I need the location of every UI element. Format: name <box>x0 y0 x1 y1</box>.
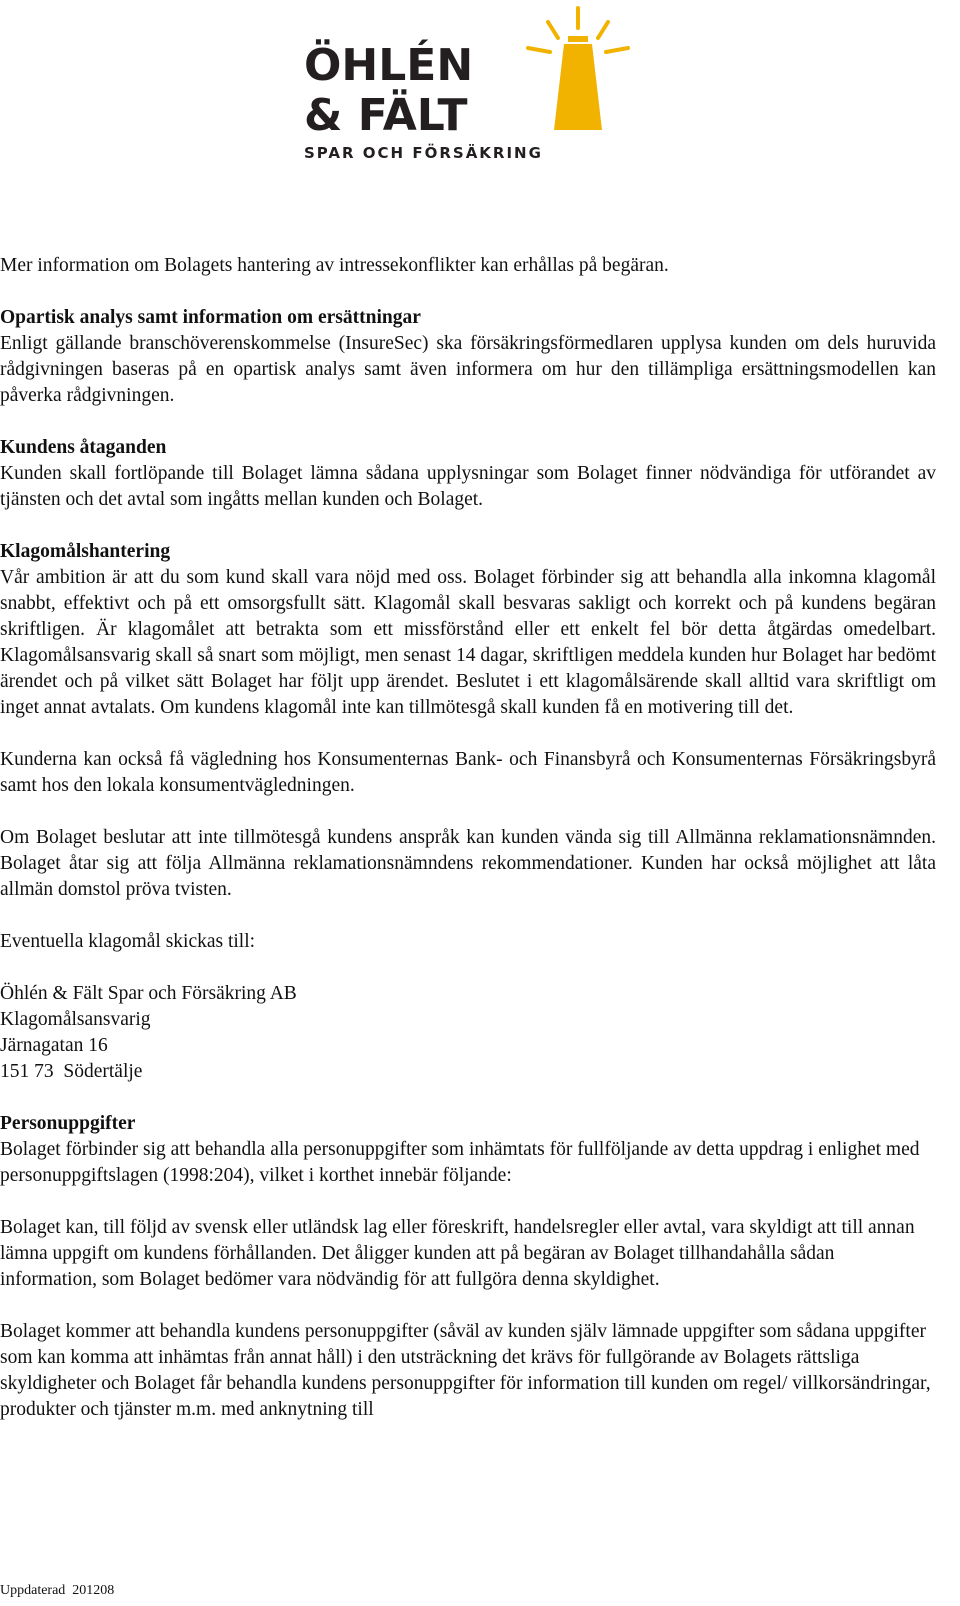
heading-ataganden: Kundens åtaganden <box>0 437 167 458</box>
heading-opartisk: Opartisk analys samt information om ersättningar <box>0 307 421 328</box>
paragraph-ataganden: Kunden skall fortlöpande till Bolaget lämna sådana upplysningar som Bolaget finner nödvändiga för utförandet av tjänsten och det avtal som ingåtts mellan kunden och Bolaget. <box>0 463 936 510</box>
paragraph-personuppgifter-3: Bolaget kommer att behandla kundens personuppgifter (såväl av kunden själv lämnade uppgifter som sådana uppgifter som kan komma att inhämtas från annat håll) i den utsträckning det krävs för fullgörande av Bolagets rättsliga skyldigheter och Bolaget får behandla kundens personuppgifter för information till kunden om regel/ villkorsändringar, produkter och tjänster m.m. med anknytning till <box>0 1321 931 1420</box>
heading-klagomal: Klagomålshantering <box>0 541 171 562</box>
logo-line-2: & FÄLT <box>304 90 468 141</box>
heading-personuppgifter: Personuppgifter <box>0 1113 136 1134</box>
paragraph-personuppgifter-2: Bolaget kan, till följd av svensk eller utländsk lag eller föreskrift, handelsregler eller avtal, vara skyldigt att till annan lämna uppgift om kundens förhållanden. Det åligger kunden att på begäran av Bolaget tillhandahålla sådan information, som Bolaget bedömer vara nödvändig för att fullgöra denna skyldighet. <box>0 1217 915 1290</box>
logo-tagline: SPAR OCH FÖRSÄKRING <box>304 144 543 162</box>
lighthouse-icon <box>554 36 602 130</box>
paragraph-klagomal-3: Om Bolaget beslutar att inte tillmötesgå kundens anspråk kan kunden vända sig till Allmänna reklamationsnämnden. Bolaget åtar sig att följa Allmänna reklamationsnämndens rekommendationer. Kunden har också möjlighet att låta allmän domstol pröva tvisten. <box>0 827 936 900</box>
address-line-2: Klagomålsansvarig <box>0 1009 151 1030</box>
address-line-3: Järnagatan 16 <box>0 1035 108 1056</box>
paragraph-klagomal-2: Kunderna kan också få vägledning hos Konsumenternas Bank- och Finansbyrå och Konsumenternas Försäkringsbyrå samt hos den lokala konsumentvägledningen. <box>0 749 936 796</box>
paragraph-opartisk: Enligt gällande branschöverenskommelse (InsureSec) ska försäkringsförmedlaren upplysa kunden om dels huruvida rådgivningen baseras på en opartisk analys samt även informera om hur den tillämpliga ersättningsmodellen kan påverka rådgivningen. <box>0 333 936 406</box>
paragraph-klagomal: Vår ambition är att du som kund skall vara nöjd med oss. Bolaget förbinder sig att behandla alla inkomna klagomål snabbt, effektivt och på ett omsorgsfullt sätt. Klagomål skall besvaras sakligt och korrekt och på kundens begäran skriftligen. Är klagomålet att betrakta som ett missförstånd eller ett enkelt fel bör detta åtgärdas omedelbart. Klagomålsansvarig skall så snart som möjligt, men senast 14 dagar, skriftligen meddela kunden hur Bolaget har bedömt ärendet och på vilket sätt Bolaget har följt upp ärendet. Beslutet i ett klagomålsärende skall alltid vara skriftligt om inget annat avtalats. Om kundens klagomål inte kan tillmötesgå skall kunden få en motivering till det. <box>0 567 936 718</box>
address-line-1: Öhlén & Fält Spar och Försäkring AB <box>0 983 297 1004</box>
intro-paragraph: Mer information om Bolagets hantering av intressekonflikter kan erhållas på begäran. <box>0 255 669 276</box>
address-block <box>0 981 936 1085</box>
address-line-4: 151 73 Södertälje <box>0 1061 143 1082</box>
document-body <box>0 253 936 1449</box>
paragraph-klagomal-4: Eventuella klagomål skickas till: <box>0 931 256 952</box>
footer-updated: Uppdaterad 201208 <box>0 1583 115 1598</box>
logo-line-1: ÖHLÉN <box>304 40 474 91</box>
company-logo <box>300 0 640 170</box>
paragraph-personuppgifter: Bolaget förbinder sig att behandla alla personuppgifter som inhämtats för fullföljande av detta uppdrag i enlighet med personuppgiftslagen (1998:204), vilket i korthet innebär följande: <box>0 1139 920 1186</box>
